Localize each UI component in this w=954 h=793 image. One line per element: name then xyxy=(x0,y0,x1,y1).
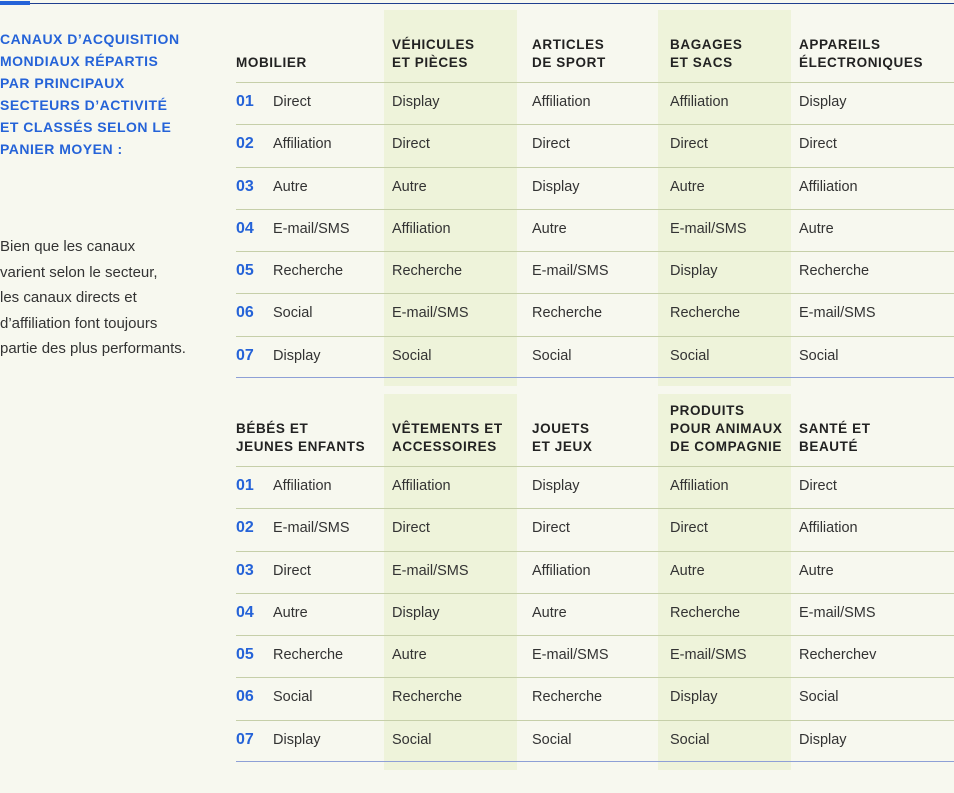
table-row xyxy=(236,551,954,593)
ranking-table xyxy=(236,402,954,762)
table-row xyxy=(236,466,954,508)
table-cell: Direct xyxy=(532,136,570,153)
table-row xyxy=(236,635,954,677)
ranking-table xyxy=(236,18,954,378)
table-cell: Affiliation xyxy=(392,220,451,237)
column-header xyxy=(670,36,742,72)
table-cell: Display xyxy=(532,178,580,195)
rank-number: 01 xyxy=(236,93,254,110)
table-row xyxy=(236,251,954,293)
heading-line: PAR PRINCIPAUX xyxy=(0,75,125,91)
table-cell: E-mail/SMS xyxy=(799,305,876,322)
table-cell: Recherche xyxy=(532,305,603,322)
table-cell: Display xyxy=(532,478,580,494)
table-cell: E-mail/SMS xyxy=(392,562,469,579)
rank-number: 03 xyxy=(236,177,254,195)
column-header-line: ARTICLES xyxy=(532,37,605,52)
table-header-row xyxy=(236,402,954,466)
table-cell: Display xyxy=(392,604,440,621)
table-cell: Affiliation xyxy=(273,478,332,494)
description-line: d’affiliation font toujours xyxy=(0,314,158,332)
rank-number: 06 xyxy=(236,304,254,322)
sidebar xyxy=(0,28,222,362)
table-cell: Display xyxy=(273,731,321,748)
table-cell: Affiliation xyxy=(532,94,591,110)
column-header-line: VÊTEMENTS ET xyxy=(392,421,503,436)
table-cell: Social xyxy=(273,305,313,322)
table-cell: Recherchev xyxy=(799,647,877,664)
top-divider xyxy=(0,3,954,4)
column-header-line: BÉBÉS ET xyxy=(236,421,309,436)
column-header-line: BEAUTÉ xyxy=(799,439,859,454)
column-header-line: ACCESSOIRES xyxy=(392,439,497,454)
column-header-line: ET SACS xyxy=(670,55,733,70)
column-header xyxy=(532,36,606,72)
table-cell: Autre xyxy=(392,647,427,664)
table-cell: Direct xyxy=(392,136,430,153)
table-cell: Direct xyxy=(799,136,837,153)
table-cell: Direct xyxy=(670,520,708,537)
heading-line: SECTEURS D’ACTIVITÉ xyxy=(0,97,168,113)
table-cell: Affiliation xyxy=(670,478,729,494)
table-cell: E-mail/SMS xyxy=(532,647,609,664)
table-cell: Direct xyxy=(273,562,311,579)
table-cell: Social xyxy=(392,347,432,364)
rank-number: 01 xyxy=(236,477,254,494)
table-row xyxy=(236,293,954,335)
column-header xyxy=(670,402,782,456)
table-cell: Affiliation xyxy=(273,136,332,153)
table-cell: E-mail/SMS xyxy=(273,220,350,237)
table-cell: Affiliation xyxy=(799,520,858,537)
description-line: partie des plus performants. xyxy=(0,340,186,357)
table-cell: Direct xyxy=(392,520,430,537)
rank-number: 05 xyxy=(236,262,254,280)
table-row xyxy=(236,336,954,378)
table-cell: Display xyxy=(392,94,440,110)
column-header-line: JOUETS xyxy=(532,421,590,436)
rank-number: 03 xyxy=(236,561,254,579)
table-cell: Affiliation xyxy=(670,94,729,110)
table-row xyxy=(236,82,954,124)
column-header-line: POUR ANIMAUX xyxy=(670,421,783,436)
section-heading xyxy=(0,28,222,160)
table-cell: Social xyxy=(532,731,572,748)
column-header-line: VÉHICULES xyxy=(392,37,475,52)
column-header-line: SANTÉ ET xyxy=(799,421,871,436)
description-line: varient selon le secteur, xyxy=(0,263,158,281)
column-header-line: DE SPORT xyxy=(532,55,606,70)
table-cell: Display xyxy=(799,94,847,110)
table-cell: Display xyxy=(799,731,847,748)
table-cell: Social xyxy=(799,347,839,364)
table-cell: Direct xyxy=(532,520,570,537)
table-cell: Affiliation xyxy=(392,478,451,494)
table-cell: Recherche xyxy=(670,305,741,322)
table-cell: Recherche xyxy=(799,263,870,280)
table-cell: Recherche xyxy=(670,604,741,621)
table-cell: Autre xyxy=(532,604,567,621)
table-cell: Direct xyxy=(670,136,708,153)
rank-number: 02 xyxy=(236,135,254,153)
column-header-line: JEUNES ENFANTS xyxy=(236,439,366,454)
table-cell: E-mail/SMS xyxy=(392,305,469,322)
table-cell: Recherche xyxy=(532,689,603,706)
table-cell: E-mail/SMS xyxy=(670,220,747,237)
table-cell: E-mail/SMS xyxy=(532,263,609,280)
column-header-line: BAGAGES xyxy=(670,37,743,52)
table-cell: Autre xyxy=(670,562,705,579)
table-cell: Social xyxy=(532,347,572,364)
rank-number: 07 xyxy=(236,730,254,748)
rank-number: 05 xyxy=(236,646,254,664)
table-cell: Display xyxy=(670,689,718,706)
table-cell: Autre xyxy=(273,604,308,621)
column-header-line: ET PIÈCES xyxy=(392,55,468,70)
column-header-line: MOBILIER xyxy=(236,55,307,70)
table-cell: Social xyxy=(670,731,710,748)
table-cell: Affiliation xyxy=(799,178,858,195)
rank-number: 07 xyxy=(236,346,254,364)
table-cell: Autre xyxy=(392,178,427,195)
column-header-line: APPAREILS xyxy=(799,37,881,52)
rank-number: 04 xyxy=(236,603,254,621)
rank-number: 02 xyxy=(236,519,254,537)
rank-number: 04 xyxy=(236,219,254,237)
table-cell: Social xyxy=(670,347,710,364)
description-line: les canaux directs et xyxy=(0,289,137,306)
table-row xyxy=(236,508,954,550)
table-cell: E-mail/SMS xyxy=(670,647,747,664)
column-header-line: ET JEUX xyxy=(532,439,593,454)
column-header xyxy=(392,36,475,72)
table-cell: Display xyxy=(670,263,718,280)
column-header-line: ÉLECTRONIQUES xyxy=(799,55,924,70)
table-cell: Recherche xyxy=(273,647,344,664)
description-line: Bien que les canaux xyxy=(0,238,136,255)
table-cell: Social xyxy=(799,689,839,706)
table-cell: Affiliation xyxy=(532,562,591,579)
heading-line: MONDIAUX RÉPARTIS xyxy=(0,53,159,69)
table-cell: Direct xyxy=(799,478,837,494)
rank-number: 06 xyxy=(236,688,254,706)
column-header xyxy=(236,420,365,456)
column-header xyxy=(236,54,307,72)
table-row xyxy=(236,593,954,635)
table-cell: Autre xyxy=(532,220,567,237)
heading-line: ET CLASSÉS SELON LE xyxy=(0,119,172,135)
table-cell: Recherche xyxy=(273,263,344,280)
table-cell: Autre xyxy=(799,220,834,237)
column-header xyxy=(392,420,503,456)
table-row xyxy=(236,720,954,762)
table-cell: Recherche xyxy=(392,263,463,280)
table-cell: Direct xyxy=(273,94,311,110)
table-row xyxy=(236,209,954,251)
table-cell: E-mail/SMS xyxy=(273,520,350,537)
table-cell: Display xyxy=(273,347,321,364)
column-header xyxy=(799,36,923,72)
column-header-line: DE COMPAGNIE xyxy=(670,439,782,454)
table-cell: Social xyxy=(392,731,432,748)
table-row xyxy=(236,167,954,209)
top-accent-bar xyxy=(0,1,30,5)
column-header xyxy=(532,420,592,456)
table-cell: Social xyxy=(273,689,313,706)
table-row xyxy=(236,677,954,719)
table-cell: Autre xyxy=(670,178,705,195)
heading-line: CANAUX D’ACQUISITION xyxy=(0,31,180,47)
section-description xyxy=(0,234,222,362)
table-cell: Autre xyxy=(799,562,834,579)
table-cell: E-mail/SMS xyxy=(799,604,876,621)
column-header-line: PRODUITS xyxy=(670,403,745,418)
table-cell: Recherche xyxy=(392,689,463,706)
table-header-row xyxy=(236,18,954,82)
table-row xyxy=(236,124,954,166)
heading-line: PANIER MOYEN : xyxy=(0,141,123,157)
column-header xyxy=(799,420,871,456)
table-cell: Autre xyxy=(273,178,308,195)
